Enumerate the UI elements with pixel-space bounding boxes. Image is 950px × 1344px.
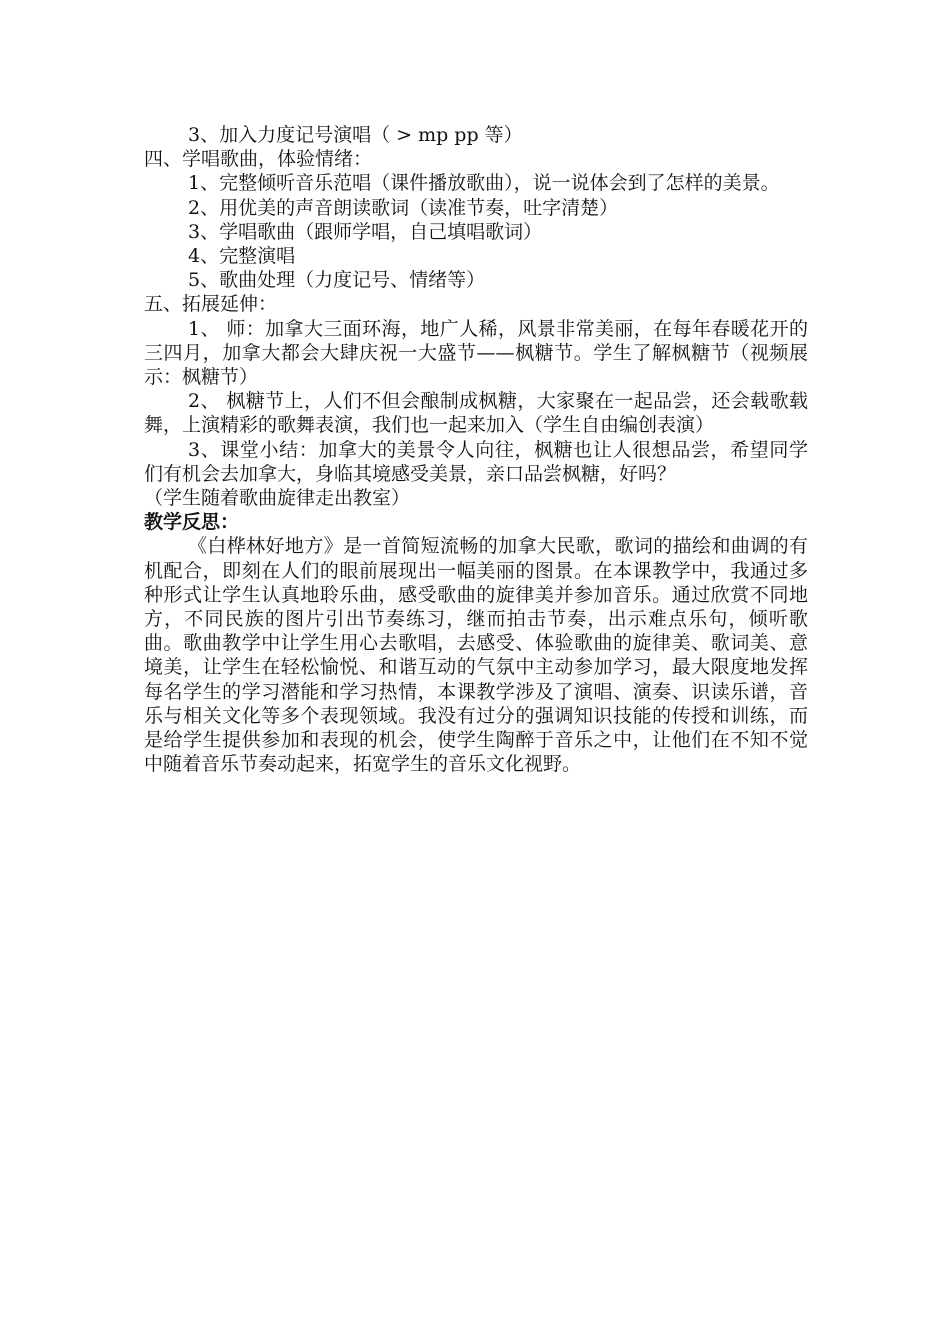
step-full-performance: 4、完整演唱	[188, 245, 296, 268]
step-learn-song: 3、学唱歌曲（跟师学唱，自己填唱歌词）	[188, 220, 543, 243]
reflection-heading: 教学反思：	[144, 511, 240, 534]
step-song-treatment: 5、歌曲处理（力度记号、情绪等）	[188, 269, 486, 292]
document-body	[144, 123, 808, 776]
extension-performance: 2、 枫糖节上，人们不但会酿制成枫糖，大家聚在一起品尝，还会载歌载舞，上演精彩的歌舞表演，我们也一起来加入（学生自由编创表演）	[144, 390, 808, 437]
step-listen-demo: 1、完整倾听音乐范唱（课件播放歌曲），说一说体会到了怎样的美景。	[188, 172, 780, 195]
section-five-heading: 五、拓展延伸：	[144, 293, 278, 316]
closing-note: （学生随着歌曲旋律走出教室）	[144, 487, 411, 510]
step-read-lyrics: 2、用优美的声音朗读歌词（读准节奏，吐字清楚）	[188, 196, 619, 219]
extension-maple-festival: 1、 师：加拿大三面环海，地广人稀，风景非常美丽，在每年春暖花开的三四月，加拿大都会大肆庆祝一大盛节——枫糖节。学生了解枫糖节（视频展示：枫糖节）	[144, 317, 808, 389]
section-four-heading: 四、学唱歌曲，体验情绪：	[144, 148, 373, 171]
lesson-summary: 3、课堂小结：加拿大的美景令人向往，枫糖也让人很想品尝，希望同学们有机会去加拿大，身临其境感受美景，亲口品尝枫糖，好吗？	[144, 438, 808, 485]
step-dynamics-singing: 3、加入力度记号演唱（ > mp pp 等）	[188, 124, 523, 146]
reflection-paragraph: 《白桦林好地方》是一首简短流畅的加拿大民歌，歌词的描绘和曲调的有机配合，即刻在人们的眼前展现出一幅美丽的图景。在本课教学中，我通过多种形式让学生认真地聆乐曲，感受歌曲的旋律美并参加音乐。通过欣赏不同地方，不同民族的图片引出节奏练习，继而拍击节奏，出示难点乐句，倾听歌曲。歌曲教学中让学生用心去歌唱，去感受、体验歌曲的旋律美、歌词美、意境美，让学生在轻松愉悦、和谐互动的气氛中主动参加学习，最大限度地发挥每名学生的学习潜能和学习热情，本课教学涉及了演唱、演奏、识读乐谱，音乐与相关文化等多个表现领域。我没有过分的强调知识技能的传授和训练，而是给学生提供参加和表现的机会，使学生陶醉于音乐之中，让他们在不知不觉中随着音乐节奏动起来，拓宽学生的音乐文化视野。	[144, 535, 808, 776]
